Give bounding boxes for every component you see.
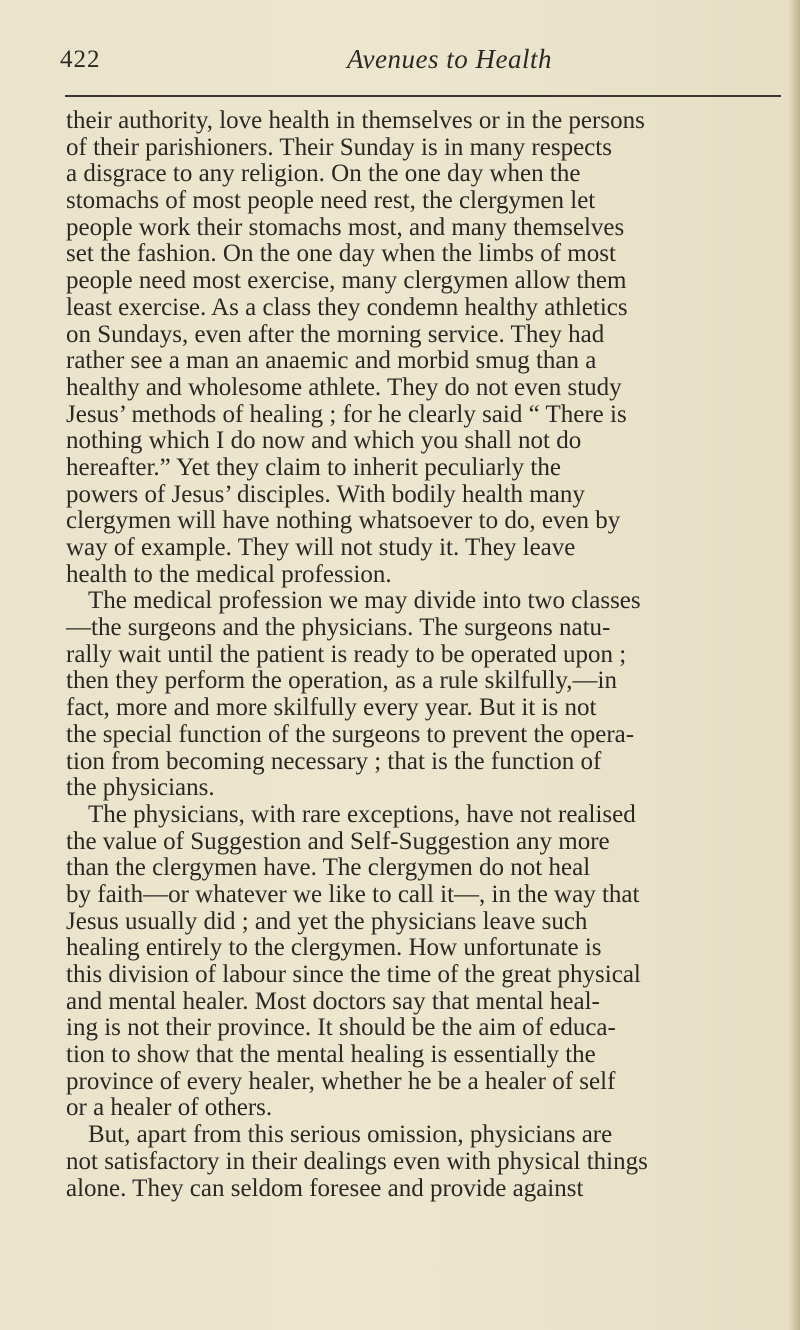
text-line: then they perform the operation, as a rule skilfully,—in bbox=[66, 667, 618, 695]
text-line: on Sundays, even after the morning service. They had bbox=[66, 320, 605, 348]
page-header bbox=[60, 42, 760, 82]
page-edge bbox=[788, 0, 800, 1330]
text-line: a disgrace to any religion. On the one day when the bbox=[66, 160, 581, 188]
text-line: least exercise. As a class they condemn healthy athletics bbox=[66, 293, 628, 321]
text-line: tion from becoming necessary ; that is the function of bbox=[66, 747, 602, 775]
text-line: province of every healer, whether he be a healer of self bbox=[66, 1067, 616, 1095]
text-line: —the surgeons and the physicians. The surgeons natu- bbox=[66, 614, 611, 642]
text-line: than the clergymen have. The clergymen do not heal bbox=[66, 854, 591, 882]
text-line: of their parishioners. Their Sunday is in many respects bbox=[66, 133, 612, 161]
text-line: Jesus usually did ; and yet the physicians leave such bbox=[66, 907, 588, 935]
text-line: their authority, love health in themselves or in the persons bbox=[66, 107, 645, 134]
text-line: the physicians. bbox=[66, 774, 215, 802]
text-line: this division of labour since the time of the great physical bbox=[66, 961, 641, 988]
text-line: way of example. They will not study it. They leave bbox=[66, 534, 576, 561]
text-line: fact, more and more skilfully every year. But it is not bbox=[66, 694, 597, 722]
text-line: health to the medical profession. bbox=[66, 560, 392, 588]
text-line: not satisfactory in their dealings even with physical things bbox=[66, 1147, 648, 1175]
paragraph-start-line: The physicians, with rare exceptions, have not realised bbox=[88, 800, 636, 828]
text-line: healthy and wholesome athlete. They do not even study bbox=[66, 373, 622, 401]
text-line: and mental healer. Most doctors say that mental heal- bbox=[66, 987, 600, 1015]
paragraph-start-line: The medical profession we may divide into two classes bbox=[88, 587, 641, 615]
text-line: people need most exercise, many clergymen allow them bbox=[66, 267, 627, 295]
text-line: the value of Suggestion and Self-Suggestion any more bbox=[66, 827, 610, 855]
header-rule bbox=[65, 95, 781, 97]
page-number: 422 bbox=[60, 46, 101, 73]
text-line: hereafter.” Yet they claim to inherit peculiarly the bbox=[66, 453, 561, 481]
body-text bbox=[66, 108, 780, 1202]
text-line: alone. They can seldom foresee and provide against bbox=[66, 1174, 584, 1202]
text-line: set the fashion. On the one day when the limbs of most bbox=[66, 240, 616, 268]
text-line: people work their stomachs most, and many themselves bbox=[66, 213, 625, 241]
text-line: healing entirely to the clergymen. How unfortunate is bbox=[66, 934, 602, 962]
text-line: ing is not their province. It should be the aim of educa- bbox=[66, 1014, 616, 1042]
text-line: by faith—or whatever we like to call it—, in the way that bbox=[66, 880, 640, 908]
text-line: powers of Jesus’ disciples. With bodily health many bbox=[66, 480, 585, 508]
text-line: clergymen will have nothing whatsoever to do, even by bbox=[66, 507, 621, 535]
text-line: tion to show that the mental healing is essentially the bbox=[66, 1041, 596, 1069]
text-line: nothing which I do now and which you shall not do bbox=[66, 427, 582, 455]
text-line: the special function of the surgeons to prevent the opera- bbox=[66, 720, 635, 748]
text-line: or a healer of others. bbox=[66, 1094, 273, 1122]
text-line: Jesus’ methods of healing ; for he clearly said “ There is bbox=[66, 400, 627, 428]
running-title: Avenues to Health bbox=[347, 44, 552, 74]
text-line: rally wait until the patient is ready to be operated upon ; bbox=[66, 640, 627, 668]
text-line: stomachs of most people need rest, the clergymen let bbox=[66, 187, 596, 215]
paragraph-start-line: But, apart from this serious omission, physicians are bbox=[88, 1121, 613, 1149]
text-line: rather see a man an anaemic and morbid smug than a bbox=[66, 347, 597, 375]
